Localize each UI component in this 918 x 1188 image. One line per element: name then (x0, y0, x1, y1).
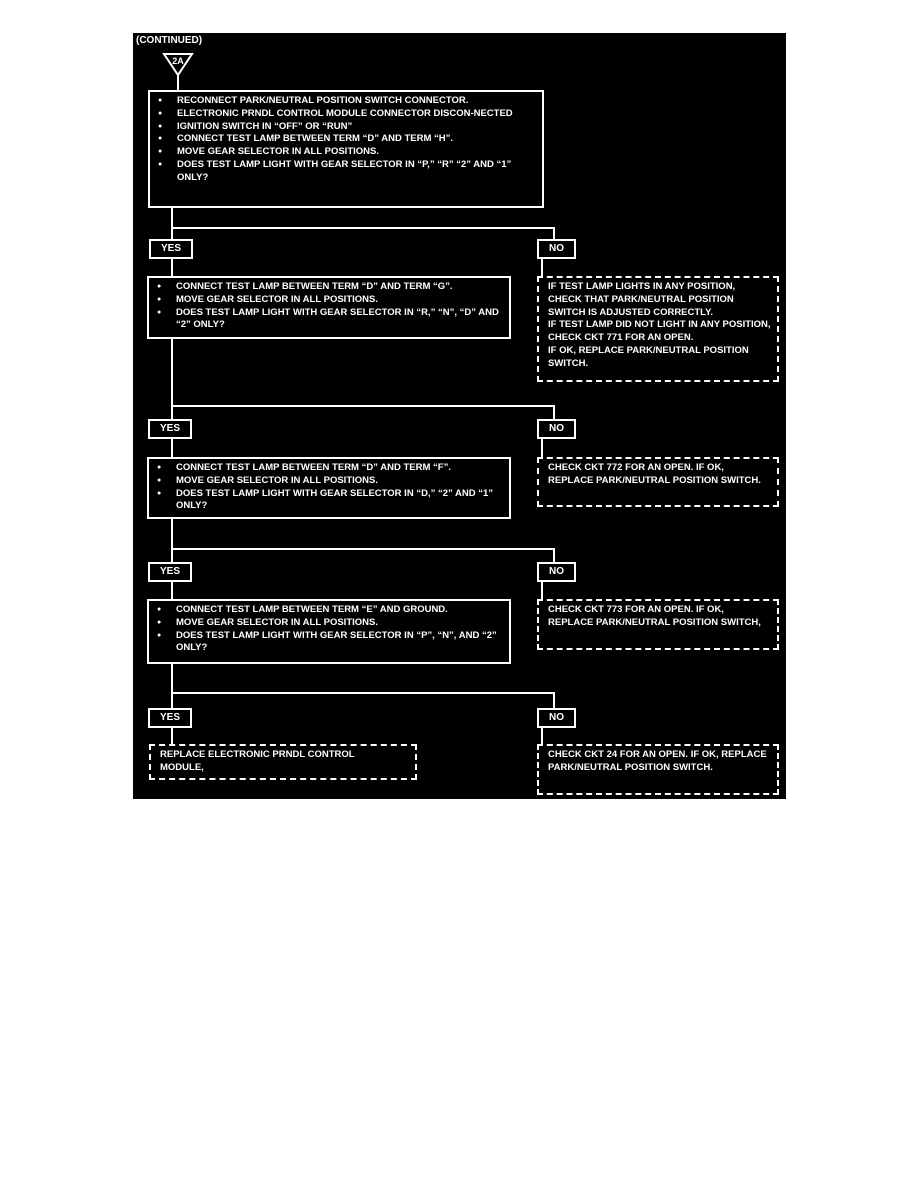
connector-line (553, 692, 555, 708)
step4-no-action-box (537, 599, 779, 650)
step3-item: ● MOVE GEAR SELECTOR IN ALL POSITIONS. (155, 475, 503, 488)
connector-line (171, 227, 555, 229)
no-label: NO (537, 419, 576, 439)
yes-label: YES (149, 239, 193, 259)
step2-no-action-box (537, 276, 779, 382)
connector-line (553, 227, 555, 239)
flowchart (133, 33, 786, 799)
no-label: NO (537, 708, 576, 728)
start-item: ● CONNECT TEST LAMP BETWEEN TERM “D” AND TERM “H”. (156, 133, 536, 146)
connector-line (171, 728, 173, 744)
step2-item: ● CONNECT TEST LAMP BETWEEN TERM “D” AND TERM “G”. (155, 281, 503, 294)
start-item: ● RECONNECT PARK/NEUTRAL POSITION SWITCH CONNECTOR. (156, 95, 536, 108)
connector-line (553, 405, 555, 419)
step3-no-text: CHECK CKT 772 FOR AN OPEN. IF OK, REPLACE PARK/NEUTRAL POSITION SWITCH. (548, 462, 761, 486)
connector-line (171, 405, 555, 407)
yes-label: YES (148, 562, 192, 582)
connector-line (171, 692, 555, 694)
step2-item: ● MOVE GEAR SELECTOR IN ALL POSITIONS. (155, 294, 503, 307)
connector-line (171, 439, 173, 457)
connector-line (541, 439, 543, 457)
step2-test-box (147, 276, 511, 339)
start-item: ● IGNITION SWITCH IN “OFF” OR “RUN” (156, 121, 536, 134)
connector-label: 2A (172, 56, 184, 66)
step4-item: ● DOES TEST LAMP LIGHT WITH GEAR SELECTOR IN “P”, “N”, AND “2” ONLY? (155, 630, 503, 656)
final-yes-text: REPLACE ELECTRONIC PRNDL CONTROL MODULE, (160, 749, 355, 773)
no-label: NO (537, 562, 576, 582)
step3-item: ● CONNECT TEST LAMP BETWEEN TERM “D” AND TERM “F”. (155, 462, 503, 475)
connector-line (171, 259, 173, 276)
connector-line (171, 519, 173, 562)
yes-label: YES (148, 419, 192, 439)
connector-line (553, 548, 555, 562)
connector-line (171, 208, 173, 239)
step2-no-text: IF OK, REPLACE PARK/NEUTRAL POSITION SWITCH. (548, 344, 749, 369)
connector-line (171, 582, 173, 599)
step2-no-text: IF TEST LAMP LIGHTS IN ANY POSITION, CHECK THAT PARK/NEUTRAL POSITION SWITCH IS ADJUSTED CORRECTLY. (548, 281, 736, 318)
step4-test-box (147, 599, 511, 664)
start-item: ● ELECTRONIC PRNDL CONTROL MODULE CONNECTOR DISCON-NECTED (156, 108, 536, 121)
connector-triangle (162, 52, 194, 76)
step3-no-action-box (537, 457, 779, 507)
start-item: ● DOES TEST LAMP LIGHT WITH GEAR SELECTOR IN “P,” “R” “2” AND “1” ONLY? (156, 159, 536, 185)
yes-label: YES (148, 708, 192, 728)
connector-line (541, 728, 543, 744)
final-no-action-box (537, 744, 779, 795)
start-item: ● MOVE GEAR SELECTOR IN ALL POSITIONS. (156, 146, 536, 159)
connector-line (541, 582, 543, 599)
connector-line (177, 75, 179, 91)
step3-item: ● DOES TEST LAMP LIGHT WITH GEAR SELECTOR IN “D,” “2” AND “1” ONLY? (155, 488, 503, 514)
step2-no-text: IF TEST LAMP DID NOT LIGHT IN ANY POSITION, CHECK CKT 771 FOR AN OPEN. (548, 319, 771, 344)
step3-test-box (147, 457, 511, 519)
connector-line (171, 339, 173, 419)
no-label: NO (537, 239, 576, 259)
continued-label: (CONTINUED) (136, 35, 203, 46)
final-no-text: CHECK CKT 24 FOR AN OPEN. IF OK, REPLACE PARK/NEUTRAL POSITION SWITCH. (548, 749, 767, 773)
step4-item: ● CONNECT TEST LAMP BETWEEN TERM “E” AND GROUND. (155, 604, 503, 617)
connector-line (541, 259, 543, 276)
step2-item: ● DOES TEST LAMP LIGHT WITH GEAR SELECTOR IN “R,” “N”, “D” AND “2” ONLY? (155, 307, 503, 333)
start-test-box (148, 90, 544, 208)
step4-item: ● MOVE GEAR SELECTOR IN ALL POSITIONS. (155, 617, 503, 630)
connector-line (171, 664, 173, 708)
final-yes-action-box (149, 744, 417, 780)
step4-no-text: CHECK CKT 773 FOR AN OPEN. IF OK, REPLACE PARK/NEUTRAL POSITION SWITCH, (548, 604, 761, 628)
connector-line (171, 548, 555, 550)
